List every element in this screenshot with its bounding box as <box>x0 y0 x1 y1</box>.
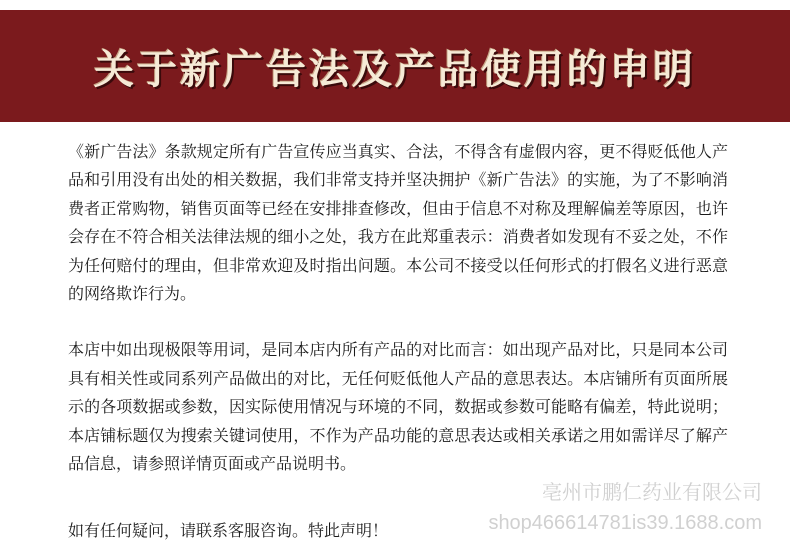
paragraph-advertising-law: 《新广告法》条款规定所有广告宣传应当真实、合法，不得含有虚假内容，更不得贬低他人产品和引用没有出处的相关数据，我们非常支持并坚决拥护《新广告法》的实施，为了不影响消费者正常购物，销售页面等已经在安排排查修改，但由于信息不对称及理解偏差等原因，也许会存在不符合相关法律法规的细小之处，我方在此郑重表示：消费者如发现有不妥之处，不作为任何赔付的理由，但非常欢迎及时指出问题。本公司不接受以任何形式的打假名义进行恶意的网络欺诈行为。 <box>68 142 728 304</box>
page-title: 关于新广告法及产品使用的申明 <box>94 45 696 93</box>
closing-note: 如有任何疑问，请联系客服咨询。特此声明！ <box>68 521 389 540</box>
paragraph-product-comparison: 本店中如出现极限等用词，是同本店内所有产品的对比而言：如出现产品对比，只是同本公司具有相关性或同系列产品做出的对比，无任何贬低他人产品的意思表达。本店铺所有页面所展示的各项数据或参数，因实际使用情况与环境的不同，数据或参数可能略有偏差，特此说明；本店铺标题仅为搜索关键词使用，不作为产品功能的意思表达或相关承诺之用如需详尽了解产品信息，请参照详情页面或产品说明书。 <box>68 340 728 474</box>
statement-body <box>68 138 728 478</box>
title-banner <box>0 10 790 122</box>
watermark-shop-url: shop466614781is39.1688.com <box>488 512 762 534</box>
watermark-company: 亳州市鹏仁药业有限公司 <box>542 482 762 504</box>
